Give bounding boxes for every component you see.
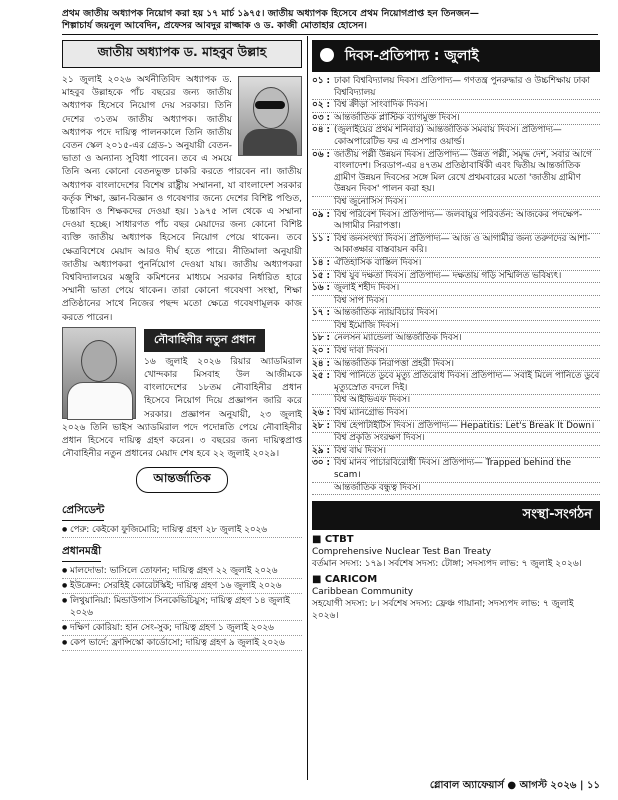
day-text: বিশ্ব ক্রীড়া সাংবাদিক দিবস। [334, 100, 428, 111]
list-item: ● কেপ ভার্দে: ফ্রান্সিস্কো কার্ডোসো; দায়িত্ব গ্রহণ ৯ জুলাই ২০২৬ [62, 636, 302, 651]
day-text: বিশ্ব পানিতে ডুবে মৃত্যু প্রতিরোধ দিবস। প্রতিপাদ্য— সবাই মিলে পানিতে ডুবে মৃত্যুস্রোত বদলে দিই। [334, 371, 600, 393]
pm-title: প্রধানমন্ত্রী [62, 544, 101, 562]
day-date [312, 395, 334, 407]
article2-body: ১৬ জুলাই ২০২৬ রিয়ার অ্যাডমিরাল খোন্দকার মিসবাহ উল আজীমকে বাংলাদেশের ১৮তম নৌবাহিনীর প্রধান হিসেবে নিয়োগ দিয়ে প্রজ্ঞাপন জারি করে সরকার। প্রজ্ঞাপন অনুযায়ী, ২৩ জুলাই ২০২৬ তিনি ভাইস অ্যাডমিরাল পদে পদোন্নতি পেয়ে নৌবাহিনীর প্রধান হিসেবে দায়িত্ব গ্রহণ করেন। ৩ বছরের জন্য দায়িত্বপ্রাপ্ত নৌবাহিনীর নতুন প্রধানের মেয়াদ শেষ হবে ২২ জুলাই ২০২৯। [62, 356, 302, 460]
top-note-line2: শিল্পাচার্য জয়নুল আবেদিন, প্রফেসর আবদুর রাজ্জাক ও ড. কাজী মোতাহার হোসেন। [62, 20, 367, 31]
list-item: ● দক্ষিণ কোরিয়া: হান সেং-সুক; দায়িত্ব গ্রহণ ১ জুলাই ২০২৬ [62, 621, 302, 636]
day-item [312, 408, 600, 421]
org-name: ■ CARICOM [312, 574, 378, 586]
org-detail: বর্তমান সদস্য: ১৭৯। সর্বশেষ সদস্য: টোঙ্গা; সদস্যপদ লাভ: ৭ জুলাই ২০২৬। [312, 559, 582, 570]
day-text: আন্তর্জাতিক নিরাপত্তা প্রহরী দিবস। [334, 358, 454, 369]
day-date: ১৮ : [312, 333, 330, 344]
list-item: ● ইউক্রেন: সেরহিই কোরেটস্কিই; দায়িত্ব গ্রহণ ১৬ জুলাই ২০২৬ [62, 579, 302, 594]
day-text: (জুলাইয়ের প্রথম শনিবার) আন্তর্জাতিক সমবায় দিবস। প্রতিপাদ্য— কোঅপারেটিভ ফর এ প্রসপার ওয়ার্ল্ড। [334, 125, 562, 147]
day-date: ০৩ : [312, 112, 331, 123]
day-item [312, 296, 600, 309]
day-date: ১৪ : [312, 257, 330, 268]
org-fullname: Caribbean Community [312, 587, 414, 598]
list-item: ● পেরু: কেইকো ফুজিমোরি; দায়িত্ব গ্রহণ ২৮ জুলাই ২০২৬ [62, 523, 302, 538]
president-list [62, 523, 302, 538]
day-item [312, 125, 600, 149]
day-date: ২০ : [312, 346, 331, 357]
day-date: ২৫ : [312, 371, 331, 382]
day-item [312, 271, 600, 284]
list-item: ● মালদোভা: ভাসিলে তোফান; দায়িত্ব গ্রহণ ২২ জুলাই ২০২৬ [62, 564, 302, 579]
list-item: ● লিথুয়ানিয়া: মিন্ডাউগাস সিনকেভিচিয়ুস; দায়িত্ব গ্রহণ ১৪ জুলাই ২০২৬ [62, 594, 302, 621]
day-item [312, 483, 600, 496]
org-heading: সংস্থা-সংগঠন [312, 501, 600, 530]
day-text: আন্তর্জাতিক প্লাস্টিক ব্যাগমুক্ত দিবস। [334, 112, 460, 123]
day-text: জুলাই শহীদ দিবস। [334, 283, 400, 294]
day-item [312, 258, 600, 271]
day-item [312, 234, 600, 258]
day-item [312, 197, 600, 210]
day-date [312, 296, 334, 308]
org-item [312, 574, 600, 622]
day-text: ঐতিহাসিক বাস্তিল দিবস। [334, 257, 422, 268]
day-date: ০১ : [312, 76, 331, 86]
navy-chief-photo [62, 327, 136, 419]
calendar-icon [320, 48, 334, 62]
days-list [312, 76, 600, 495]
day-item [312, 359, 600, 372]
day-item [312, 371, 600, 395]
top-note-line1: প্রথম জাতীয় অধ্যাপক নিয়োগ করা হয় ১৭ মার্চ ১৯৭৫। জাতীয় অধ্যাপক হিসেবে প্রথম নিয়োগপ্রাপ্ত হন তিনজন— [62, 8, 479, 19]
day-item [312, 100, 600, 113]
day-item [312, 421, 600, 434]
day-text: বিশ্ব ইমোজি দিবস। [334, 320, 399, 331]
day-item [312, 210, 600, 234]
day-item [312, 433, 600, 446]
day-text: নেলসন ম্যান্ডেলা আন্তর্জাতিক দিবস। [334, 333, 462, 344]
day-date: ২৪ : [312, 358, 331, 369]
day-date: ০২ : [312, 100, 331, 111]
day-text: বিশ্ব পরিবেশ দিবস। প্রতিপাদ্য— জলবায়ুর পরিবর্তন: আজকের পদক্ষেপ-আগামীর নিরাপত্তা। [334, 209, 583, 232]
org-fullname: Comprehensive Nuclear Test Ban Treaty [312, 547, 492, 558]
day-text: বিশ্ব দাবা দিবস। [334, 346, 388, 357]
day-text: বিশ্ব আইভিএফ দিবস। [334, 395, 411, 406]
day-date [312, 321, 334, 333]
day-date: ১৫ : [312, 270, 330, 281]
day-item [312, 150, 600, 197]
top-divider [62, 34, 598, 35]
day-text: জাতীয় পল্লী উন্নয়ন দিবস। প্রতিপাদ্য— উন্নত পল্লী, সমৃদ্ধ দেশ, সবার আগে বাংলাদেশ। সিরডাপ-এর ৪৭তম প্রতিষ্ঠাবার্ষিকী এবং দ্বিতীয় আন্তর্জাতিক গ্রামীণ উন্নয়ন দিবসের সঙ্গে মিল রেখে প্রথমবারের মতো 'জাতীয় গ্রামীণ উন্নয়ন দিবস' পালন করা হয়। [334, 149, 592, 195]
pm-list [62, 564, 302, 651]
org-item [312, 534, 600, 570]
day-date: ৩০ : [312, 458, 331, 469]
day-date: ২৬ : [312, 408, 331, 419]
day-item [312, 333, 600, 346]
day-item [312, 308, 600, 321]
day-text: বিশ্ব হেপাটাইটিস দিবস। প্রতিপাদ্য— Hepatitis: Let's Break It Down। [334, 420, 595, 431]
org-list [312, 534, 600, 622]
day-date: ০৪ : [312, 125, 331, 136]
day-text: বিশ্ব জনসংখ্যা দিবস। প্রতিপাদ্য— আজ ও আগামীর জন্য তরুণদের আশা-আকাঙ্ক্ষার বাস্তবায়ন করি। [334, 233, 591, 256]
day-date [312, 483, 334, 495]
day-item [312, 446, 600, 459]
president-title: প্রেসিডেন্ট [62, 503, 104, 521]
day-item [312, 76, 600, 100]
day-item [312, 346, 600, 359]
day-date: ১৭ : [312, 308, 331, 319]
article1-body: ২১ জুলাই ২০২৬ অর্থনীতিবিদ অধ্যাপক ড. মাহবুব উল্লাহকে পাঁচ বছরের জন্য জাতীয় অধ্যাপক হিসেবে নিয়োগ দেয় সরকার। তিনি দেশের ৩১তম জাতীয় অধ্যাপক। জাতীয় অধ্যাপক পদে দায়িত্ব পালনকালে তিনি জাতীয় বেতন স্কেল ২০১৫-এর গ্রেড-১ অনুযায়ী বেতন-ভাতা ও অন্যান্য সুবিধা পাবেন। তবে এ সময়ে তিনি অন্য কোনো বেতনভুক্ত চাকরি করতে পারবেন না। জাতীয় অধ্যাপক বাংলাদেশের বিশেষ রাষ্ট্রীয় সম্মাননা, যা বাংলাদেশ সরকার কর্তৃক শিক্ষা, জ্ঞান-বিজ্ঞান ও গবেষণার জন্যে দেশের বিশিষ্ট পণ্ডিত, চিন্তাবিদ ও শিক্ষকদের দেওয়া হয়। ১৯৭৫ সাল থেকে এ সম্মানা দেওয়া হচ্ছে। সাধারণত পাঁচ বছর মেয়াদের জন্য কোনো বিশিষ্ট ব্যক্তি জাতীয় অধ্যাপক হিসেবে নিয়োগ পেয়ে থাকেন। তবে ক্ষেত্রবিশেষে মেয়াদ আরও দীর্ঘ হতে পারে। নীতিমালা অনুযায়ী জাতীয় অধ্যাপকরা পুনর্নিয়োগ দেওয়া যায়। জাতীয় অধ্যাপকরা বিশ্ববিদ্যালয়ের মঞ্জুরি কমিশনের মাধ্যমে সরকার নির্ধারিত হারে সম্মানী ভাতা পেয়ে থাকেন। তারা কোনো গবেষণা সংস্থা, শিক্ষা প্রতিষ্ঠানের সাথে নিজের পছন্দ মতো ক্ষেত্রে গবেষণামূলক কাজ করতে পারেন। [62, 75, 302, 323]
days-heading: দিবস-প্রতিপাদ্য : জুলাই [312, 40, 600, 72]
day-date: ১১ : [312, 233, 330, 244]
day-date: ২৯ : [312, 445, 331, 456]
day-date: ২৮ : [312, 420, 331, 431]
day-text: বিশ্ব ম্যানগ্রোভ দিবস। [334, 408, 408, 419]
day-text: বিশ্ব প্রকৃতি সংরক্ষণ দিবস। [334, 433, 425, 444]
day-date: ০৬ : [312, 149, 331, 160]
day-text: বিশ্ব মানব পাচারবিরোধী দিবস। প্রতিপাদ্য— Trapped behind the scam। [334, 458, 572, 480]
day-item [312, 283, 600, 296]
day-date: ১৬ : [312, 283, 331, 294]
article1-title: জাতীয় অধ্যাপক ড. মাহবুব উল্লাহ [62, 40, 302, 68]
day-item [312, 395, 600, 408]
day-text: আন্তর্জাতিক ন্যায়বিচার দিবস। [334, 308, 438, 319]
day-text: বিশ্ব জুনোসিস দিবস। [334, 196, 407, 207]
day-date: ০৯ : [312, 209, 331, 220]
article2-title: নৌবাহিনীর নতুন প্রধান [144, 329, 265, 352]
day-text: বিশ্ব সাপ দিবস। [334, 295, 388, 306]
day-item [312, 113, 600, 126]
right-column [312, 40, 600, 626]
page-footer: গ্লোবাল অ্যাফেয়ার্স ● আগস্ট ২০২৬ | ১১ [429, 780, 600, 791]
left-column [62, 40, 302, 651]
professor-photo [238, 76, 302, 156]
org-name: ■ CTBT [312, 534, 354, 546]
day-text: বিশ্ব বাঘ দিবস। [334, 445, 386, 456]
day-item [312, 458, 600, 482]
intl-heading: আন্তর্জাতিক [62, 467, 302, 493]
day-item [312, 321, 600, 334]
day-text: ঢাকা বিশ্ববিদ্যালয় দিবস। প্রতিপাদ্য— গণতন্ত্র পুনরুদ্ধার ও উচ্চশিক্ষায় ঢাকা বিশ্ববিদ্যালয় [334, 76, 590, 98]
top-note [62, 8, 598, 32]
day-date [312, 433, 334, 445]
day-date [312, 197, 334, 209]
org-detail: সহযোগী সদস্য: ৮। সর্বশেষ সদস্য: ফ্রেঞ্চ গায়ানা; সদস্যপদ লাভ: ৭ জুলাই ২০২৬। [312, 599, 574, 622]
column-divider [307, 36, 308, 780]
day-text: বিশ্ব যুব দক্ষতা দিবস। প্রতিপাদ্য— দক্ষতায় গড়ি সম্মিলিত ভবিষ্যৎ। [334, 270, 562, 281]
day-text: আন্তর্জাতিক বন্ধুত্ব দিবস। [334, 482, 421, 493]
